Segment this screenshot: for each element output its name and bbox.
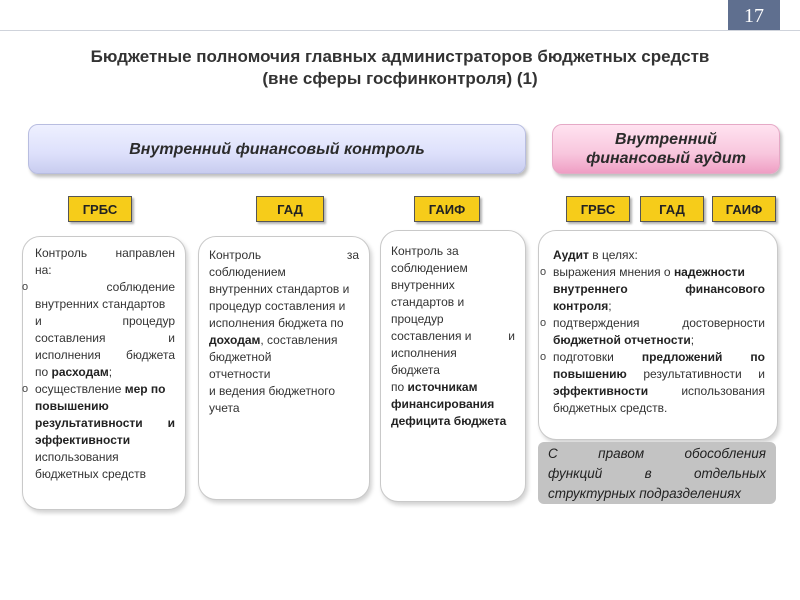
internal-control-label: Внутренний финансовый контроль bbox=[129, 140, 425, 158]
gad-line: и ведения бюджетного bbox=[209, 384, 336, 398]
gaif-bold-sources: источникам bbox=[407, 380, 478, 394]
slide-number-badge bbox=[728, 0, 780, 30]
grbs-bold-expenses: расходам bbox=[51, 365, 109, 379]
grbs-line: эффективности bbox=[35, 433, 131, 447]
tag-gad-audit: ГАД bbox=[640, 196, 704, 222]
gaif-line bbox=[391, 379, 515, 396]
gaif-text: по bbox=[391, 380, 408, 394]
grbs-line: и процедур bbox=[35, 314, 175, 328]
title-line-2: (вне сферы госфинконтроля) (1) bbox=[262, 69, 538, 88]
gad-line bbox=[209, 332, 359, 349]
title-line-1: Бюджетные полномочия главных администраторов бюджетных средств bbox=[90, 47, 710, 66]
audit-text: результативности и bbox=[626, 367, 765, 381]
gad-line: процедур составления и bbox=[209, 299, 346, 313]
page-title bbox=[20, 46, 780, 90]
header-divider bbox=[0, 30, 800, 31]
grbs-line: составления и bbox=[35, 331, 175, 345]
internal-audit-label-line1: Внутренний bbox=[615, 131, 717, 148]
tag-gaif-control: ГАИФ bbox=[414, 196, 480, 222]
audit-text: использования bbox=[648, 384, 765, 398]
internal-control-banner bbox=[28, 124, 526, 174]
tag-gaif-audit: ГАИФ bbox=[712, 196, 776, 222]
card-gad-control bbox=[198, 236, 370, 500]
audit-bold: бюджетной отчетности bbox=[553, 333, 691, 347]
card-grbs-control bbox=[22, 236, 186, 510]
audit-bold: эффективности bbox=[553, 384, 649, 398]
grbs-line: соблюдение bbox=[106, 280, 175, 294]
grbs-line: на: bbox=[35, 263, 52, 277]
gad-line: Контроль за bbox=[209, 248, 359, 262]
gad-line: бюджетной bbox=[209, 350, 272, 364]
grbs-text: по bbox=[35, 365, 52, 379]
gaif-text: и bbox=[508, 329, 515, 343]
tag-gad-control: ГАД bbox=[256, 196, 324, 222]
audit-text: в целях: bbox=[588, 248, 638, 262]
audit-bullet-3 bbox=[553, 349, 765, 366]
grbs-text: ; bbox=[108, 365, 113, 379]
grbs-bullet-1 bbox=[35, 279, 175, 296]
card-gaif-control bbox=[380, 230, 526, 502]
audit-bold: Аудит bbox=[553, 248, 589, 262]
note-line: структурных подразделениях bbox=[548, 486, 742, 501]
audit-bold: контроля bbox=[553, 299, 609, 313]
audit-line bbox=[553, 383, 765, 400]
gaif-line: стандартов и bbox=[391, 295, 465, 309]
audit-bullet-1 bbox=[553, 264, 765, 281]
grbs-line: бюджетных средств bbox=[35, 467, 146, 481]
grbs-line bbox=[35, 364, 175, 381]
grbs-line: повышению bbox=[35, 399, 109, 413]
gad-bold-revenues: доходам bbox=[209, 333, 261, 347]
gaif-line: финансирования bbox=[391, 397, 495, 411]
grbs-line: результативности и bbox=[35, 416, 175, 430]
note-line: функций в отдельных bbox=[548, 466, 766, 481]
audit-text: подготовки bbox=[553, 350, 642, 364]
internal-audit-banner bbox=[552, 124, 780, 174]
card-internal-audit bbox=[538, 230, 778, 440]
audit-line bbox=[553, 247, 765, 264]
gaif-line: соблюдением bbox=[391, 261, 468, 275]
gaif-text: составления и bbox=[391, 329, 472, 343]
tag-grbs-control: ГРБС bbox=[68, 196, 132, 222]
grbs-bullet-2 bbox=[35, 381, 175, 398]
audit-bold: надежности bbox=[673, 265, 745, 279]
audit-text: выражения мнения о bbox=[553, 265, 674, 279]
tag-grbs-audit: ГРБС bbox=[566, 196, 630, 222]
grbs-line: Контроль направлен bbox=[35, 246, 175, 260]
separate-units-note bbox=[538, 442, 776, 504]
audit-line bbox=[553, 332, 765, 349]
grbs-text: осуществление bbox=[35, 382, 125, 396]
gad-line: внутренних стандартов и bbox=[209, 282, 350, 296]
gaif-line: Контроль за bbox=[391, 244, 459, 258]
note-line: С правом обособления bbox=[548, 446, 766, 461]
gad-line: исполнения бюджета по bbox=[209, 316, 344, 330]
slide-number: 17 bbox=[744, 5, 764, 27]
gaif-line: внутренних bbox=[391, 278, 455, 292]
gad-line: учета bbox=[209, 401, 240, 415]
audit-bullet-2: o подтверждения достоверности bbox=[553, 315, 765, 332]
audit-bold: предложений по bbox=[641, 350, 765, 364]
gad-line: соблюдением bbox=[209, 265, 286, 279]
audit-text: ; bbox=[690, 333, 695, 347]
audit-line bbox=[553, 298, 765, 315]
gaif-line: дефицита бюджета bbox=[391, 414, 507, 428]
internal-audit-label-line2: финансовый аудит bbox=[586, 150, 746, 167]
grbs-line: использования bbox=[35, 450, 119, 464]
grbs-bold: мер по bbox=[124, 382, 166, 396]
gaif-line bbox=[391, 328, 515, 345]
audit-bold: повышению bbox=[553, 367, 627, 381]
audit-line bbox=[553, 366, 765, 383]
gaif-line: исполнения bbox=[391, 346, 457, 360]
gad-text: , составления bbox=[260, 333, 338, 347]
gaif-line: процедур bbox=[391, 312, 444, 326]
gaif-line: бюджета bbox=[391, 363, 440, 377]
gad-line: отчетности bbox=[209, 367, 271, 381]
grbs-line: внутренних стандартов bbox=[35, 297, 166, 311]
grbs-line: исполнения бюджета bbox=[35, 348, 175, 362]
audit-line: внутреннего финансового bbox=[553, 282, 765, 296]
audit-text: ; bbox=[608, 299, 612, 313]
audit-line: бюджетных средств. bbox=[553, 401, 668, 415]
